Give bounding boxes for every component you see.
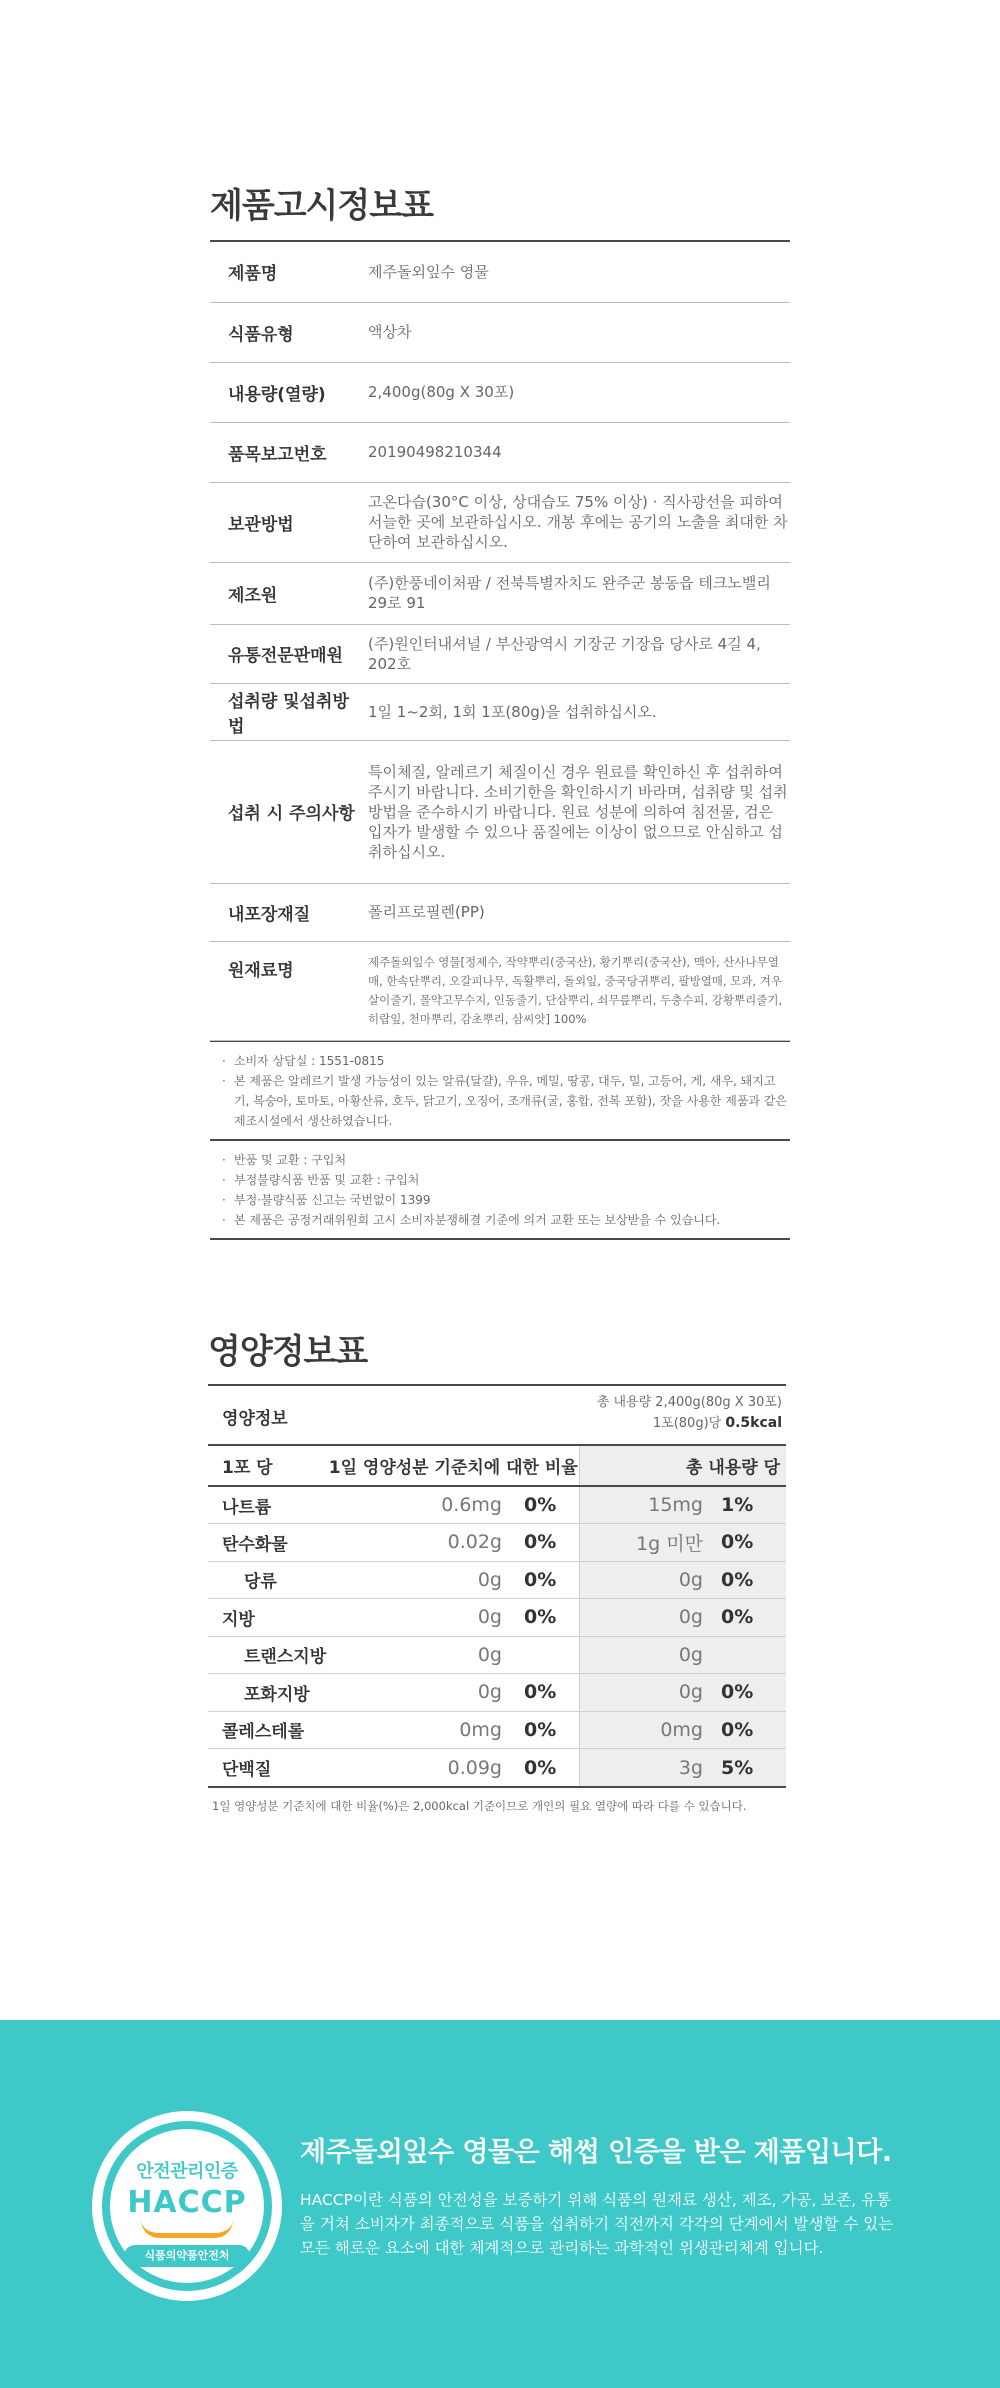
table-row [208, 1486, 786, 1524]
product-info-table [210, 240, 790, 1041]
note-item: · 본 제품은 알레르기 발생 가능성이 있는 알류(달걀), 우유, 메밀, 땅콩, 대두, 밀, 고등어, 게, 새우, 돼지고기, 복숭아, 토마토, 아황산류, 호두, 닭고기, 오징어, 조개류(굴, 홍합, 전복 포함), 잣을 사용한 제품과 같은 제조시설에서 생산하였습니다. [222, 1071, 790, 1131]
row-label: 식품유형 [210, 302, 360, 362]
note-item: · 본 제품은 공정거래위원회 고시 소비자분쟁해결 기준에 의거 교환 또는 보상받을 수 있습니다. [222, 1210, 790, 1230]
nutrient-name: 트랜스지방 [208, 1636, 328, 1674]
table-row [210, 482, 790, 562]
col-total: 총 내용량 당 [579, 1446, 786, 1486]
nutrient-amount: 0.02g [328, 1524, 524, 1562]
row-value: 액상차 [360, 302, 790, 362]
row-value: (주)원인터내셔널 / 부산광역시 기장군 기장읍 당사로 4길 4, 202호 [360, 624, 790, 683]
table-row [208, 1561, 786, 1599]
nutrient-daily-pct: 0% [524, 1486, 579, 1524]
nutrient-amount: 0.6mg [328, 1486, 524, 1524]
nutrient-total-pct: 0% [721, 1599, 786, 1637]
nutrient-daily-pct: 0% [524, 1756, 557, 1779]
per-serving-prefix: 1포(80g)당 [652, 1416, 722, 1431]
table-row [208, 1599, 786, 1637]
row-value: 제주돌외잎수 영물[정제수, 작약뿌리(중국산), 황기뿌리(중국산), 맥아, 산사나무열매, 한속단뿌리, 오갈피나무, 독활뿌리, 돌외잎, 중국당귀뿌리, 팔방열매, 모과, 겨우살이줄기, 몰약고무수지, 인동줄기, 단삼뿌리, 쇠무릎뿌리, 두충수피, 강황뿌리줄기, 히랍잎, 천마뿌리, 감초뿌리, 삼씨앗] 100% [360, 941, 790, 1040]
table-row [210, 362, 790, 422]
haccp-mark: HACCP [127, 2185, 247, 2220]
nutrient-amount: 0g [328, 1599, 524, 1637]
product-info-title: 제품고시정보표 [210, 186, 433, 226]
nutrition-section [208, 1324, 786, 1814]
nutrient-name: 당류 [208, 1561, 328, 1599]
row-label: 유통전문판매원 [210, 624, 360, 683]
nutrient-name: 단백질 [222, 1760, 272, 1780]
col-daily: 1일 영양성분 기준치에 대한 비율 [328, 1446, 579, 1486]
row-value: (주)한풍네이처팜 / 전북특별자치도 완주군 봉동읍 테크노밸리 29로 91 [360, 562, 790, 624]
nutrient-daily-pct: 0% [524, 1561, 579, 1599]
nutrient-name: 포화지방 [208, 1674, 328, 1712]
nutrient-total-pct: 5% [721, 1749, 786, 1787]
table-row [210, 624, 790, 683]
note-item: · 부정·불량식품 신고는 국번없이 1399 [222, 1190, 790, 1210]
table-row [208, 1636, 786, 1674]
nutrition-footnote: 1일 영양성분 기준치에 대한 비율(%)은 2,000kcal 기준이므로 개인의 필요 열량에 따라 다를 수 있습니다. [212, 1799, 747, 1813]
nutrition-column-header [208, 1446, 786, 1486]
nutrient-total-amount: 0mg [579, 1711, 721, 1749]
row-value: 고온다습(30°C 이상, 상대습도 75% 이상) · 직사광선을 피하여 서늘한 곳에 보관하십시오. 개봉 후에는 공기의 노출을 최대한 차단하여 보관하십시오. [360, 482, 790, 562]
table-row [210, 740, 790, 883]
row-label: 원재료명 [210, 941, 360, 1040]
badge-arc-icon [141, 2220, 233, 2238]
nutrition-header-label: 영양정보 [222, 1409, 288, 1429]
nutrient-amount: 0g [328, 1636, 524, 1674]
nutrient-daily-pct: 0% [524, 1674, 579, 1712]
row-label: 섭취 시 주의사항 [210, 740, 360, 883]
nutrient-total-amount: 0g [579, 1674, 721, 1712]
nutrient-daily-pct [524, 1636, 579, 1674]
haccp-banner [0, 2020, 1000, 2388]
badge-top-text: 안전관리인증 [136, 2161, 238, 2182]
table-row [210, 562, 790, 624]
nutrient-total-amount: 0g [579, 1599, 721, 1637]
nutrition-facts-box [208, 1384, 786, 1788]
row-value: 20190498210344 [360, 422, 790, 482]
row-label: 보관방법 [210, 482, 360, 562]
nutrition-title: 영양정보표 [208, 1332, 368, 1372]
return-notes [210, 1141, 790, 1240]
note-item: · 부정불량식품 반품 및 교환 : 구입처 [222, 1170, 790, 1190]
nutrition-table [208, 1446, 786, 1786]
row-value: 제주돌외잎수 영물 [360, 241, 790, 302]
note-item: · 반품 및 교환 : 구입처 [222, 1150, 790, 1170]
haccp-title: 제주돌외잎수 영물은 해썹 인증을 받은 제품입니다. [300, 2137, 892, 2168]
nutrition-total-info [597, 1393, 782, 1434]
nutrient-total-amount: 15mg [579, 1486, 721, 1524]
nutrient-name: 콜레스테롤 [208, 1711, 328, 1749]
nutrition-header [208, 1386, 786, 1446]
nutrient-total-pct: 0% [721, 1561, 786, 1599]
table-row [208, 1524, 786, 1562]
nutrient-total-pct: 0% [721, 1524, 786, 1562]
nutrient-total-amount: 0g [579, 1636, 721, 1674]
nutrient-total-pct: 0% [721, 1674, 786, 1712]
nutrient-amount: 0g [328, 1674, 524, 1712]
nutrient-total-pct: 0% [721, 1711, 786, 1749]
nutrient-total-amount: 0g [579, 1561, 721, 1599]
per-serving [597, 1413, 782, 1434]
nutrient-daily-pct: 0% [524, 1711, 579, 1749]
table-row [210, 241, 790, 302]
table-row [210, 941, 790, 1040]
table-row [210, 302, 790, 362]
haccp-description: HACCP이란 식품의 안전성을 보증하기 위해 식품의 원재료 생산, 제조, 가공, 보존, 유통을 거쳐 소비자가 최종적으로 식품을 섭취하기 직전까지 각각의 단계에서 발생할 수 있는 모든 해로운 요소에 대한 체계적으로 관리하는 과학적인 위생관리체계 입니다. [300, 2191, 894, 2257]
nutrient-name: 나트륨 [208, 1486, 328, 1524]
row-label: 제조원 [210, 562, 360, 624]
nutrient-amount: 0.09g [447, 1756, 502, 1779]
nutrient-total-amount: 1g 미만 [579, 1524, 721, 1562]
nutrient-daily-pct: 0% [524, 1599, 579, 1637]
row-label: 제품명 [210, 241, 360, 302]
nutrient-total-pct [721, 1636, 786, 1674]
total-amount: 총 내용량 2,400g(80g X 30포) [596, 1395, 782, 1410]
per-serving-kcal: 0.5kcal [725, 1415, 782, 1431]
nutrient-total-pct: 1% [721, 1486, 786, 1524]
consumer-notes [210, 1041, 790, 1141]
product-info-section [210, 178, 790, 1240]
nutrient-total-amount: 3g [579, 1749, 721, 1787]
row-value: 폴리프로필렌(PP) [360, 883, 790, 941]
nutrient-amount: 0mg [328, 1711, 524, 1749]
note-item: · 소비자 상담실 : 1551-0815 [222, 1051, 790, 1071]
badge-bottom-text: 식품의약품안전처 [124, 2245, 250, 2267]
nutrient-amount: 0g [328, 1561, 524, 1599]
table-row [208, 1749, 786, 1787]
haccp-badge [92, 2111, 282, 2301]
row-value: 2,400g(80g X 30포) [360, 362, 790, 422]
table-row [210, 883, 790, 941]
nutrient-name: 지방 [208, 1599, 328, 1637]
nutrient-daily-pct: 0% [524, 1524, 579, 1562]
row-label: 내용량(열량) [210, 362, 360, 422]
table-row [210, 422, 790, 482]
row-label: 품목보고번호 [210, 422, 360, 482]
row-value: 1일 1~2회, 1회 1포(80g)을 섭취하십시오. [360, 683, 790, 740]
nutrient-name: 탄수화물 [208, 1524, 328, 1562]
table-row [210, 683, 790, 740]
row-label: 섭취량 및섭취방법 [210, 683, 360, 740]
col-serving: 1포 당 [208, 1446, 328, 1486]
table-row [208, 1711, 786, 1749]
row-label: 내포장재질 [210, 883, 360, 941]
row-value: 특이체질, 알레르기 체질이신 경우 원료를 확인하신 후 섭취하여 주시기 바랍니다. 소비기한을 확인하시기 바라며, 섭취량 및 섭취방법을 준수하시기 바랍니다. 원료 성분에 의하여 침전물, 검은 입자가 발생할 수 있으나 품질에는 이상이 없으므로 안심하고 섭취하십시오. [360, 740, 790, 883]
table-row [208, 1674, 786, 1712]
